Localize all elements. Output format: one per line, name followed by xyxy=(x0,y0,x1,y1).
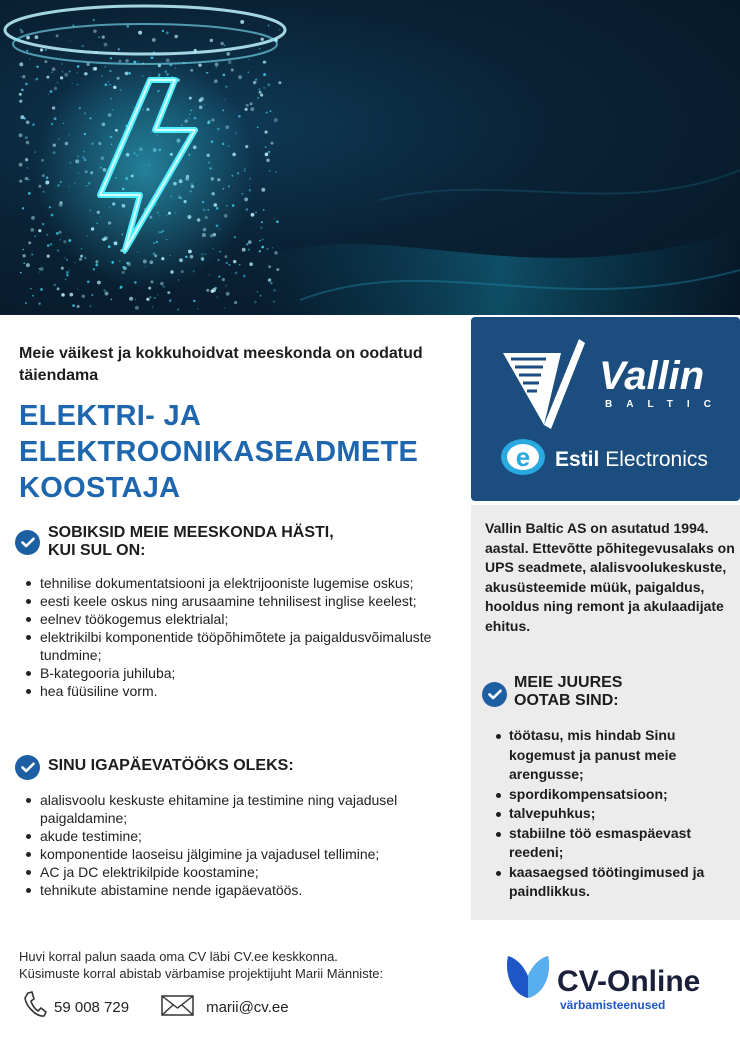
particle-dot xyxy=(263,73,266,76)
estil-brand: Estil xyxy=(555,447,600,471)
particle-dot xyxy=(47,254,50,257)
particle-dot xyxy=(22,254,25,257)
particle-dot xyxy=(251,213,255,217)
list-item: tehnilise dokumentatsiooni ja elektrijooniste lugemise oskus; xyxy=(22,574,452,592)
particle-dot xyxy=(28,241,31,244)
particle-dot xyxy=(22,75,25,78)
particle-dot xyxy=(215,62,219,66)
list-item: töötasu, mis hindab Sinu kogemust ja panust meie arengusse; xyxy=(493,726,733,785)
contact-row xyxy=(22,990,289,1024)
svg-text:e: e xyxy=(515,442,531,472)
particle-dot xyxy=(150,296,152,298)
particle-dot xyxy=(262,239,264,241)
particle-dot xyxy=(228,264,230,266)
offer-title: MEIE JUURES OOTAB SIND: xyxy=(514,674,623,709)
particle-dot xyxy=(93,19,95,21)
particle-dot xyxy=(23,249,25,251)
particle-dot xyxy=(276,220,279,223)
particle-dot xyxy=(261,188,265,192)
particle-dot xyxy=(274,118,278,122)
particle-dot xyxy=(209,274,211,276)
particle-dot xyxy=(26,263,30,267)
requirements-list xyxy=(22,574,452,700)
list-item: komponentide laoseisu jälgimine ja vajadusel tellimine; xyxy=(22,845,452,863)
particle-dot xyxy=(20,30,23,33)
particle-dot xyxy=(233,260,236,263)
svg-text:värbamisteenused: värbamisteenused xyxy=(560,998,666,1012)
particle-dot xyxy=(50,90,53,93)
list-item: AC ja DC elektrikilpide koostamine; xyxy=(22,863,452,881)
particle-dot xyxy=(23,262,25,264)
particle-dot xyxy=(105,292,109,296)
particle-dot xyxy=(224,307,225,308)
particle-dot xyxy=(222,278,225,281)
particle-dot xyxy=(279,29,281,31)
particle-dot xyxy=(177,308,179,310)
company-logos-panel xyxy=(471,317,740,501)
particle-dot xyxy=(248,249,250,251)
particle-dot xyxy=(51,71,53,73)
particle-dot xyxy=(93,30,96,33)
particle-dot xyxy=(167,291,170,294)
particle-dot xyxy=(272,247,274,249)
particle-dot xyxy=(255,211,257,213)
svg-text:CV-Online: CV-Online xyxy=(557,965,701,998)
particle-dot xyxy=(257,127,259,129)
checkmark-icon xyxy=(15,755,40,780)
particle-dot xyxy=(265,146,267,148)
particle-dot xyxy=(19,180,22,183)
particle-dot xyxy=(36,66,38,68)
particle-dot xyxy=(138,31,142,35)
job-title-line: KOOSTAJA xyxy=(19,472,181,504)
particle-dot xyxy=(270,110,272,112)
particle-dot xyxy=(31,254,33,256)
checkmark-icon xyxy=(15,530,40,555)
estil-logo xyxy=(499,437,708,482)
particle-dot xyxy=(40,48,43,51)
particle-dot xyxy=(248,71,250,73)
job-title-line: ELEKTRI- JA xyxy=(19,400,202,432)
list-item: tehnikute abistamine nende igapäevatöös. xyxy=(22,881,452,899)
particle-dot xyxy=(263,209,265,211)
particle-dot xyxy=(135,306,139,310)
particle-dot xyxy=(61,63,62,64)
particle-dot xyxy=(30,288,31,289)
particle-dot xyxy=(77,65,80,68)
particle-dot xyxy=(226,262,228,264)
particle-dot xyxy=(25,136,28,139)
particle-dot xyxy=(278,81,281,84)
particle-dot xyxy=(52,67,56,71)
particle-dot xyxy=(26,50,28,52)
particle-dot xyxy=(44,60,47,63)
particle-dot xyxy=(20,29,22,31)
particle-dot xyxy=(225,86,227,88)
particle-dot xyxy=(62,71,64,73)
particle-dot xyxy=(263,87,265,89)
cv-online-logo xyxy=(502,950,722,1012)
particle-dot xyxy=(19,133,23,137)
particle-dot xyxy=(129,297,133,301)
particle-dot xyxy=(253,81,257,85)
requirements-heading xyxy=(15,524,334,560)
offer-list xyxy=(493,726,733,902)
particle-dot xyxy=(77,305,80,308)
particle-dot xyxy=(39,268,41,270)
particle-dot xyxy=(268,151,270,153)
particle-dot xyxy=(239,264,241,266)
job-title xyxy=(19,398,459,506)
particle-dot xyxy=(240,20,244,24)
particle-dot xyxy=(269,170,271,172)
particle-dot xyxy=(224,44,226,46)
phone-icon xyxy=(22,990,48,1024)
company-description: Vallin Baltic AS on asutatud 1994. aastal. Ettevõtte põhitegevusalaks on UPS seadmete, alalisvoolukeskuste, akusüsteemide müük, paigaldus, hooldus ning remont ja akulaadijate ehitus. xyxy=(485,520,735,634)
particle-dot xyxy=(267,248,269,250)
particle-dot xyxy=(77,289,78,290)
particle-dot xyxy=(218,276,220,278)
duties-list xyxy=(22,791,452,899)
particle-dot xyxy=(57,287,60,290)
list-item: eelnev töökogemus elektrialal; xyxy=(22,610,452,628)
list-item: akude testimine; xyxy=(22,827,452,845)
particle-dot xyxy=(224,255,227,258)
list-item: kaasaegsed töötingimused ja paindlikkus. xyxy=(493,863,733,902)
particle-dot xyxy=(193,300,195,302)
particle-dot xyxy=(66,259,68,261)
particle-dot xyxy=(157,294,159,296)
particle-dot xyxy=(234,301,237,304)
particle-dot xyxy=(217,296,218,297)
particle-dot xyxy=(275,171,277,173)
particle-dot xyxy=(54,284,57,287)
particle-dot xyxy=(60,76,63,79)
particle-dot xyxy=(257,291,258,292)
particle-dot xyxy=(27,167,28,168)
particle-dot xyxy=(64,257,66,259)
particle-dot xyxy=(267,83,270,86)
intro-text: Meie väikest ja kokkuhoidvat meeskonda on oodatud täiendama xyxy=(19,345,423,384)
particle-dot xyxy=(81,45,84,48)
particle-dot xyxy=(38,302,40,304)
particle-dot xyxy=(97,281,101,285)
particle-dot xyxy=(212,288,216,292)
particle-dot xyxy=(38,229,41,232)
particle-dot xyxy=(57,249,60,252)
particle-dot xyxy=(98,36,100,38)
particle-dot xyxy=(261,221,263,223)
particle-dot xyxy=(238,75,242,79)
particle-dot xyxy=(127,25,130,28)
particle-dot xyxy=(265,153,269,157)
particle-dot xyxy=(40,288,43,291)
particle-dot xyxy=(243,275,246,278)
particle-dot xyxy=(151,306,153,308)
particle-dot xyxy=(228,60,232,64)
list-item: spordikompensatsioon; xyxy=(493,785,733,805)
duties-title: SINU IGAPÄEVATÖÖKS OLEKS: xyxy=(48,757,294,774)
checkmark-icon xyxy=(482,682,507,707)
phone-number: 59 008 729 xyxy=(54,998,130,1016)
particle-dot xyxy=(245,108,248,111)
list-item: B-kategooria juhiluba; xyxy=(22,664,452,682)
particle-dot xyxy=(61,293,65,297)
particle-dot xyxy=(69,293,73,297)
particle-dot xyxy=(223,74,226,77)
particle-dot xyxy=(169,299,172,302)
particle-dot xyxy=(103,289,105,291)
particle-dot xyxy=(61,267,64,270)
particle-dot xyxy=(34,151,35,152)
particle-dot xyxy=(70,40,71,41)
particle-dot xyxy=(248,59,249,60)
particle-dot xyxy=(20,272,22,274)
particle-dot xyxy=(45,49,47,51)
particle-dot xyxy=(248,240,252,244)
particle-dot xyxy=(91,294,93,296)
particle-dot xyxy=(48,94,49,95)
particle-dot xyxy=(57,82,58,83)
particle-dot xyxy=(25,158,28,161)
particle-dot xyxy=(254,301,257,304)
svg-text:BALTIC: BALTIC xyxy=(605,399,725,410)
particle-dot xyxy=(66,272,68,274)
particle-dot xyxy=(64,73,68,77)
duties-heading xyxy=(15,752,294,780)
particle-dot xyxy=(259,48,261,50)
particle-dot xyxy=(46,234,48,236)
particle-dot xyxy=(104,43,108,47)
particle-dot xyxy=(250,107,254,111)
list-item: elektrikilbi komponentide tööpõhimõtete ja paigaldusvõimaluste tundmine; xyxy=(22,628,452,664)
particle-dot xyxy=(226,292,230,296)
particle-dot xyxy=(152,38,156,42)
particle-dot xyxy=(36,78,39,81)
particle-dot xyxy=(25,83,28,86)
particle-dot xyxy=(25,177,28,180)
particle-dot xyxy=(22,207,24,209)
particle-dot xyxy=(90,305,92,307)
particle-dot xyxy=(20,115,24,119)
particle-dot xyxy=(39,271,40,272)
particle-dot xyxy=(19,163,23,167)
particle-dot xyxy=(197,308,198,309)
particle-dot xyxy=(270,142,273,145)
particle-dot xyxy=(56,34,59,37)
particle-dot xyxy=(250,102,253,105)
particle-dot xyxy=(146,298,149,301)
particle-dot xyxy=(66,274,68,276)
particle-dot xyxy=(31,216,35,220)
list-item: eesti keele oskus ning arusaamine tehnilisest inglise keelest; xyxy=(22,592,452,610)
particle-dot xyxy=(28,192,31,195)
job-title-line: ELEKTROONIKASEADMETE xyxy=(19,436,419,468)
particle-dot xyxy=(54,87,57,90)
mail-icon xyxy=(161,994,194,1020)
particle-dot xyxy=(118,48,120,50)
particle-dot xyxy=(257,97,259,99)
particle-dot xyxy=(166,32,169,35)
particle-dot xyxy=(87,280,90,283)
particle-dot xyxy=(220,42,224,46)
particle-dot xyxy=(34,235,36,237)
particle-dot xyxy=(225,285,227,287)
estil-e-icon xyxy=(499,437,547,482)
particle-dot xyxy=(162,30,164,32)
particle-dot xyxy=(26,36,30,40)
particle-dot xyxy=(231,68,234,71)
particle-dot xyxy=(20,76,21,77)
particle-dot xyxy=(259,91,262,94)
particle-dot xyxy=(26,120,30,124)
contact-text: Huvi korral palun saada oma CV läbi CV.ee keskkonna. Küsimuste korral abistab värbamise projektijuht Marii Männiste: xyxy=(19,949,384,981)
particle-dot xyxy=(111,299,113,301)
list-item: talvepuhkus; xyxy=(493,804,733,824)
particle-dot xyxy=(30,228,34,232)
particle-dot xyxy=(268,25,270,27)
email-contact[interactable] xyxy=(161,994,288,1020)
particle-dot xyxy=(255,78,257,80)
particle-dot xyxy=(29,58,31,60)
particle-dot xyxy=(21,89,24,92)
email-address: marii@cv.ee xyxy=(206,998,289,1016)
particle-dot xyxy=(19,93,22,96)
svg-text:Vallin: Vallin xyxy=(599,354,705,398)
list-item: stabiilne töö esmaspäevast reedeni; xyxy=(493,824,733,863)
estil-brand-rest: Electronics xyxy=(605,447,708,471)
particle-dot xyxy=(215,67,217,69)
particle-dot xyxy=(46,76,49,79)
particle-dot xyxy=(266,112,268,114)
particle-dot xyxy=(266,159,270,163)
particle-dot xyxy=(47,244,50,247)
particle-dot xyxy=(210,39,213,42)
particle-dot xyxy=(28,179,30,181)
particle-dot xyxy=(250,262,252,264)
list-item: alalisvoolu keskuste ehitamine ja testimine ning vajadusel paigaldamine; xyxy=(22,791,452,827)
particle-dot xyxy=(69,269,70,270)
particle-dot xyxy=(69,70,71,72)
particle-dot xyxy=(102,35,105,38)
particle-dot xyxy=(261,246,264,249)
offer-heading xyxy=(482,674,622,710)
particle-dot xyxy=(72,304,75,307)
particle-dot xyxy=(226,52,230,56)
particle-dot xyxy=(260,94,263,97)
particle-dot xyxy=(258,88,260,90)
particle-dot xyxy=(26,141,30,145)
particle-dot xyxy=(263,61,266,64)
requirements-title: SOBIKSID MEIE MEESKONDA HÄSTI, KUI SUL ON: xyxy=(48,524,334,559)
particle-dot xyxy=(42,223,45,226)
particle-dot xyxy=(261,38,264,41)
particle-dot xyxy=(242,248,246,252)
phone-contact[interactable] xyxy=(22,990,129,1024)
particle-dot xyxy=(174,35,178,39)
list-item: hea füüsiline vorm. xyxy=(22,682,452,700)
lightning-energy-illustration xyxy=(0,0,740,315)
particle-dot xyxy=(25,302,27,304)
particle-dot xyxy=(154,297,156,299)
particle-dot xyxy=(246,243,248,245)
particle-dot xyxy=(50,243,53,246)
particle-dot xyxy=(265,131,268,134)
particle-dot xyxy=(206,289,209,292)
particle-dot xyxy=(32,295,34,297)
particle-dot xyxy=(246,104,249,107)
particle-dot xyxy=(82,294,86,298)
particle-dot xyxy=(77,72,79,74)
particle-dot xyxy=(19,100,22,103)
hero-image xyxy=(0,0,740,315)
particle-dot xyxy=(274,218,275,219)
particle-dot xyxy=(32,123,35,126)
particle-dot xyxy=(235,272,238,275)
particle-dot xyxy=(35,35,39,39)
particle-dot xyxy=(19,62,23,66)
particle-dot xyxy=(259,250,261,252)
particle-dot xyxy=(260,226,262,228)
particle-dot xyxy=(135,299,137,301)
particle-dot xyxy=(259,240,261,242)
particle-dot xyxy=(65,279,67,281)
